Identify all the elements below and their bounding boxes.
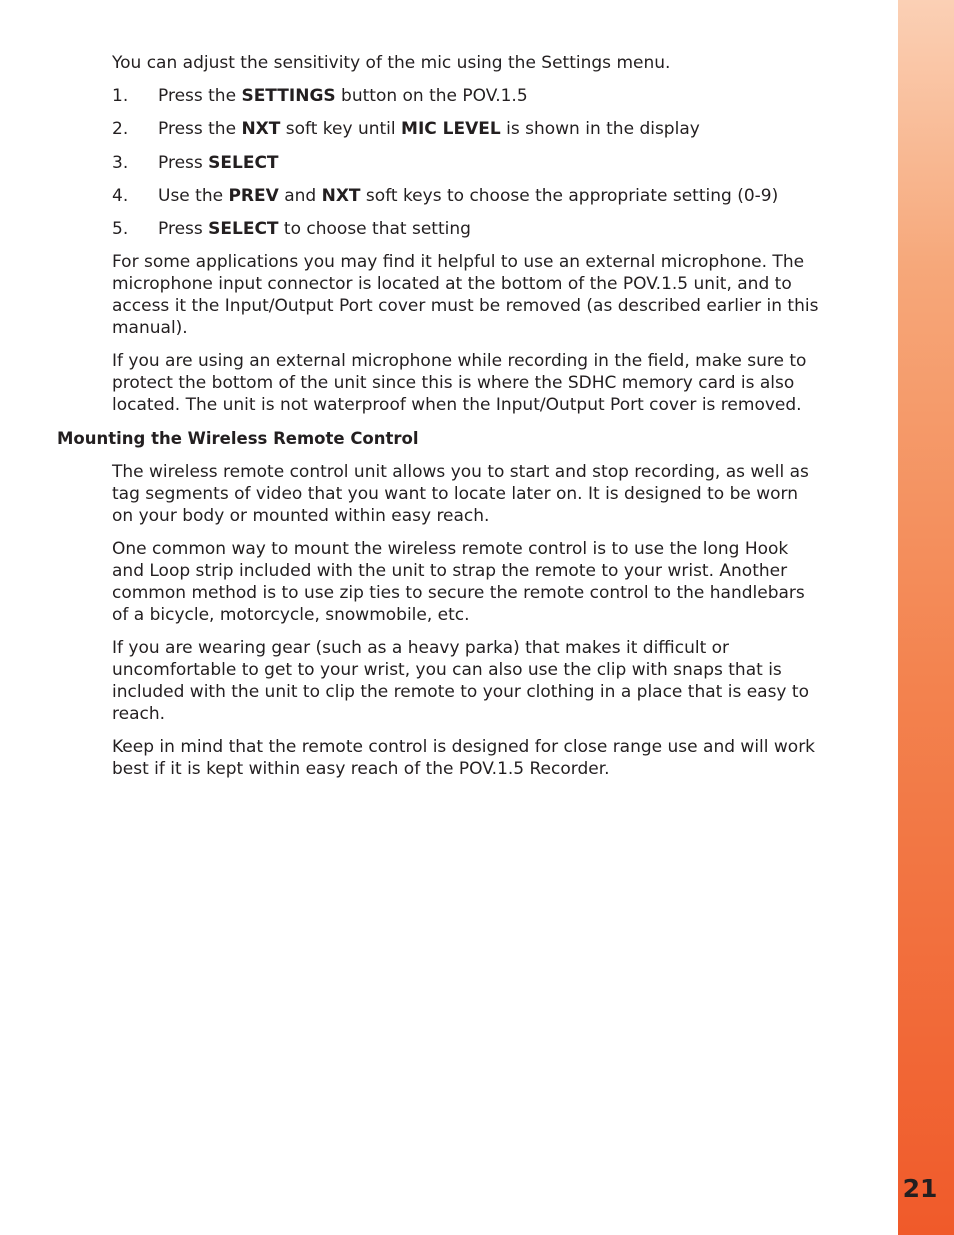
- mic-level-label: MIC LEVEL: [401, 119, 501, 139]
- step-2: 2. Press the NXT soft key until MIC LEVEL is shown in the display: [112, 119, 700, 139]
- step-number: 3.: [112, 153, 129, 173]
- nxt-key-label: NXT: [321, 186, 361, 206]
- page-edge-tab: [898, 0, 954, 1235]
- page-number: 21: [902, 1174, 938, 1203]
- external-mic-paragraph: For some applications you may find it helpful to use an external microphone. The microphone input connector is located at the bottom of the POV.1.5 unit, and to access it the Input/Output Port cover must be removed (as described earlier in this manual).: [112, 252, 819, 338]
- step-number: 1.: [112, 86, 129, 106]
- step-3: 3. Press SELECT: [112, 153, 279, 173]
- step-1: 1. Press the SETTINGS button on the POV.1.5: [112, 86, 528, 106]
- select-key-label: SELECT: [208, 219, 279, 239]
- section-heading: Mounting the Wireless Remote Control: [57, 429, 419, 448]
- prev-key-label: PREV: [228, 186, 279, 206]
- step-number: 4.: [112, 186, 129, 206]
- intro-paragraph: You can adjust the sensitivity of the mic using the Settings menu.: [112, 53, 671, 73]
- range-note-paragraph: Keep in mind that the remote control is designed for close range use and will work best if it is kept within easy reach of the POV.1.5 Recorder.: [112, 737, 816, 779]
- step-number: 2.: [112, 119, 129, 139]
- step-5: 5. Press SELECT to choose that setting: [112, 219, 471, 239]
- field-recording-paragraph: If you are using an external microphone while recording in the field, make sure to protect the bottom of the unit since this is where the SDHC memory card is also located. The unit is not waterproof when the Input/Output Port cover is removed.: [112, 351, 807, 415]
- gear-clip-paragraph: If you are wearing gear (such as a heavy parka) that makes it difficult or uncomfortable to get to your wrist, you can also use the clip with snaps that is included with the unit to clip the remote to your clothing in a place that is easy to reach.: [112, 638, 809, 724]
- step-4: 4. Use the PREV and NXT soft keys to choose the appropriate setting (0-9): [112, 186, 779, 206]
- settings-key-label: SETTINGS: [241, 86, 336, 106]
- nxt-key-label: NXT: [241, 119, 281, 139]
- select-key-label: SELECT: [208, 153, 279, 173]
- remote-intro-paragraph: The wireless remote control unit allows you to start and stop recording, as well as tag segments of video that you want to locate later on. It is designed to be worn on your body or mounted within easy reach.: [112, 462, 809, 526]
- step-number: 5.: [112, 219, 129, 239]
- mounting-methods-paragraph: One common way to mount the wireless remote control is to use the long Hook and Loop strip included with the unit to strap the remote to your wrist. Another common method is to use zip ties to secure the remote control to the handlebars of a bicycle, motorcycle, snowmobile, etc.: [112, 539, 805, 625]
